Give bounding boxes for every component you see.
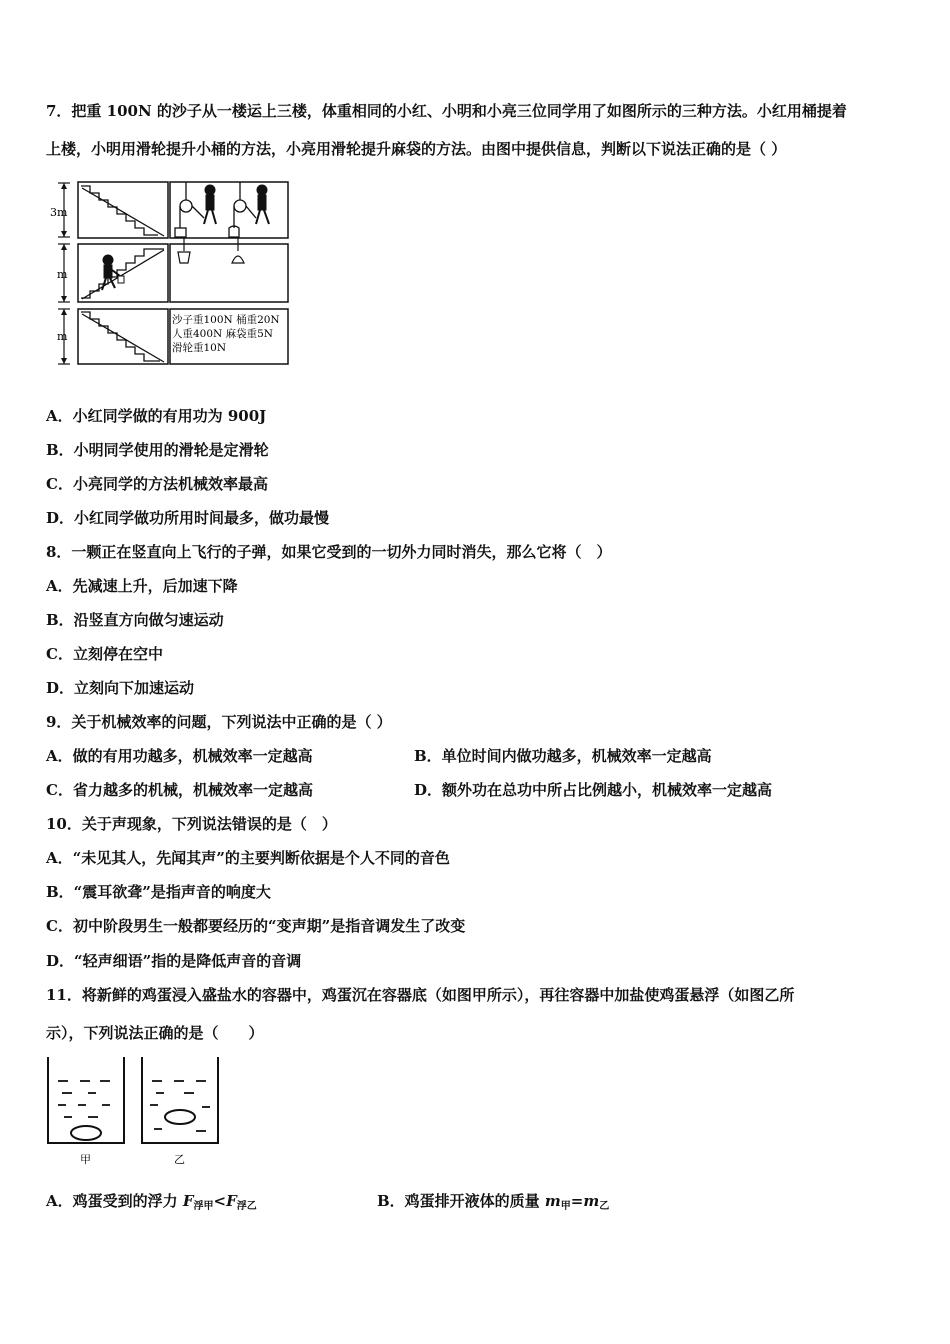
q7-stem-line1: 7．把重 100N 的沙子从一楼运上三楼，体重相同的小红、小明和小亮三位同学用了如图所示的三种方法。小红用桶提着 [46,102,847,120]
q7-label-3m: 3m [50,206,68,219]
q11-figure [44,1055,224,1170]
q7-info2: 人重400N 麻袋重5N [172,328,273,340]
q11-option-b-m1: m [544,1192,561,1210]
q7-label-m1: m [57,268,68,281]
q9-option-b: B．单位时间内做功越多，机械效率一定越高 [414,747,712,765]
q11-stem-line1: 11．将新鲜的鸡蛋浸入盛盐水的容器中，鸡蛋沉在容器底（如图甲所示），再往容器中加盐使鸡蛋悬浮（如图乙所 [46,986,795,1004]
q7-label-m2: m [57,330,68,343]
q9-option-d: D．额外功在总功中所占比例越小，机械效率一定越高 [414,781,773,799]
q8-option-a: A．先减速上升，后加速下降 [46,577,238,595]
q7-option-b: B．小明同学使用的滑轮是定滑轮 [46,441,269,459]
q8-option-c: C．立刻停在空中 [46,645,163,663]
q8-stem: 8．一颗正在竖直向上飞行的子弹，如果它受到的一切外力同时消失，那么它将（ ） [46,543,612,561]
q7-option-a: A．小红同学做的有用功为 900J [46,407,267,425]
q10-option-b: B．“震耳欲聋”是指声音的响度大 [46,883,271,901]
q11-option-a-text: A．鸡蛋受到的浮力 [46,1192,183,1210]
q9-stem: 9．关于机械效率的问题，下列说法中正确的是（ ） [46,713,392,731]
q7-stem-line2: 上楼，小明用滑轮提升小桶的方法，小亮用滑轮提升麻袋的方法。由图中提供信息，判断以下说法正确的是（ ） [46,140,787,158]
q11-option-b [377,1191,609,1217]
q8-option-b: B．沿竖直方向做匀速运动 [46,611,224,629]
q11-option-a-sub2: 浮乙 [236,1201,257,1212]
q7-figure [48,178,300,368]
q11-label-yi: 乙 [174,1153,185,1166]
q11-option-b-sub1: 甲 [560,1201,571,1212]
q7-info1: 沙子重100N 桶重20N [172,314,280,326]
q11-option-a-sub1: 浮甲 [193,1201,214,1212]
q10-option-a: A．“未见其人，先闻其声”的主要判断依据是个人不同的音色 [46,849,450,867]
q7-option-c: C．小亮同学的方法机械效率最高 [46,475,268,493]
q11-option-a-f2: F [226,1192,237,1210]
q11-option-a [46,1191,257,1217]
q11-option-b-m2: m [583,1192,600,1210]
q8-option-d: D．立刻向下加速运动 [46,679,195,697]
q11-option-b-rel: = [570,1192,584,1210]
q11-option-b-sub2: 乙 [599,1201,610,1212]
q9-option-a: A．做的有用功越多，机械效率一定越高 [46,747,313,765]
q7-info3: 滑轮重10N [172,342,227,354]
q10-stem: 10．关于声现象，下列说法错误的是（ ） [46,815,337,833]
q11-option-a-rel: < [213,1192,227,1210]
q10-option-d: D．“轻声细语”指的是降低声音的音调 [46,952,302,970]
q11-option-a-f1: F [182,1192,194,1210]
q9-option-c: C．省力越多的机械，机械效率一定越高 [46,781,313,799]
q11-label-jia: 甲 [80,1153,91,1166]
q10-option-c: C．初中阶段男生一般都要经历的“变声期”是指音调发生了改变 [46,917,466,935]
q11-stem-line2: 示），下列说法正确的是（ ） [46,1024,264,1042]
q11-option-b-text: B．鸡蛋排开液体的质量 [377,1192,545,1210]
q7-option-d: D．小红同学做功所用时间最多，做功最慢 [46,509,330,527]
